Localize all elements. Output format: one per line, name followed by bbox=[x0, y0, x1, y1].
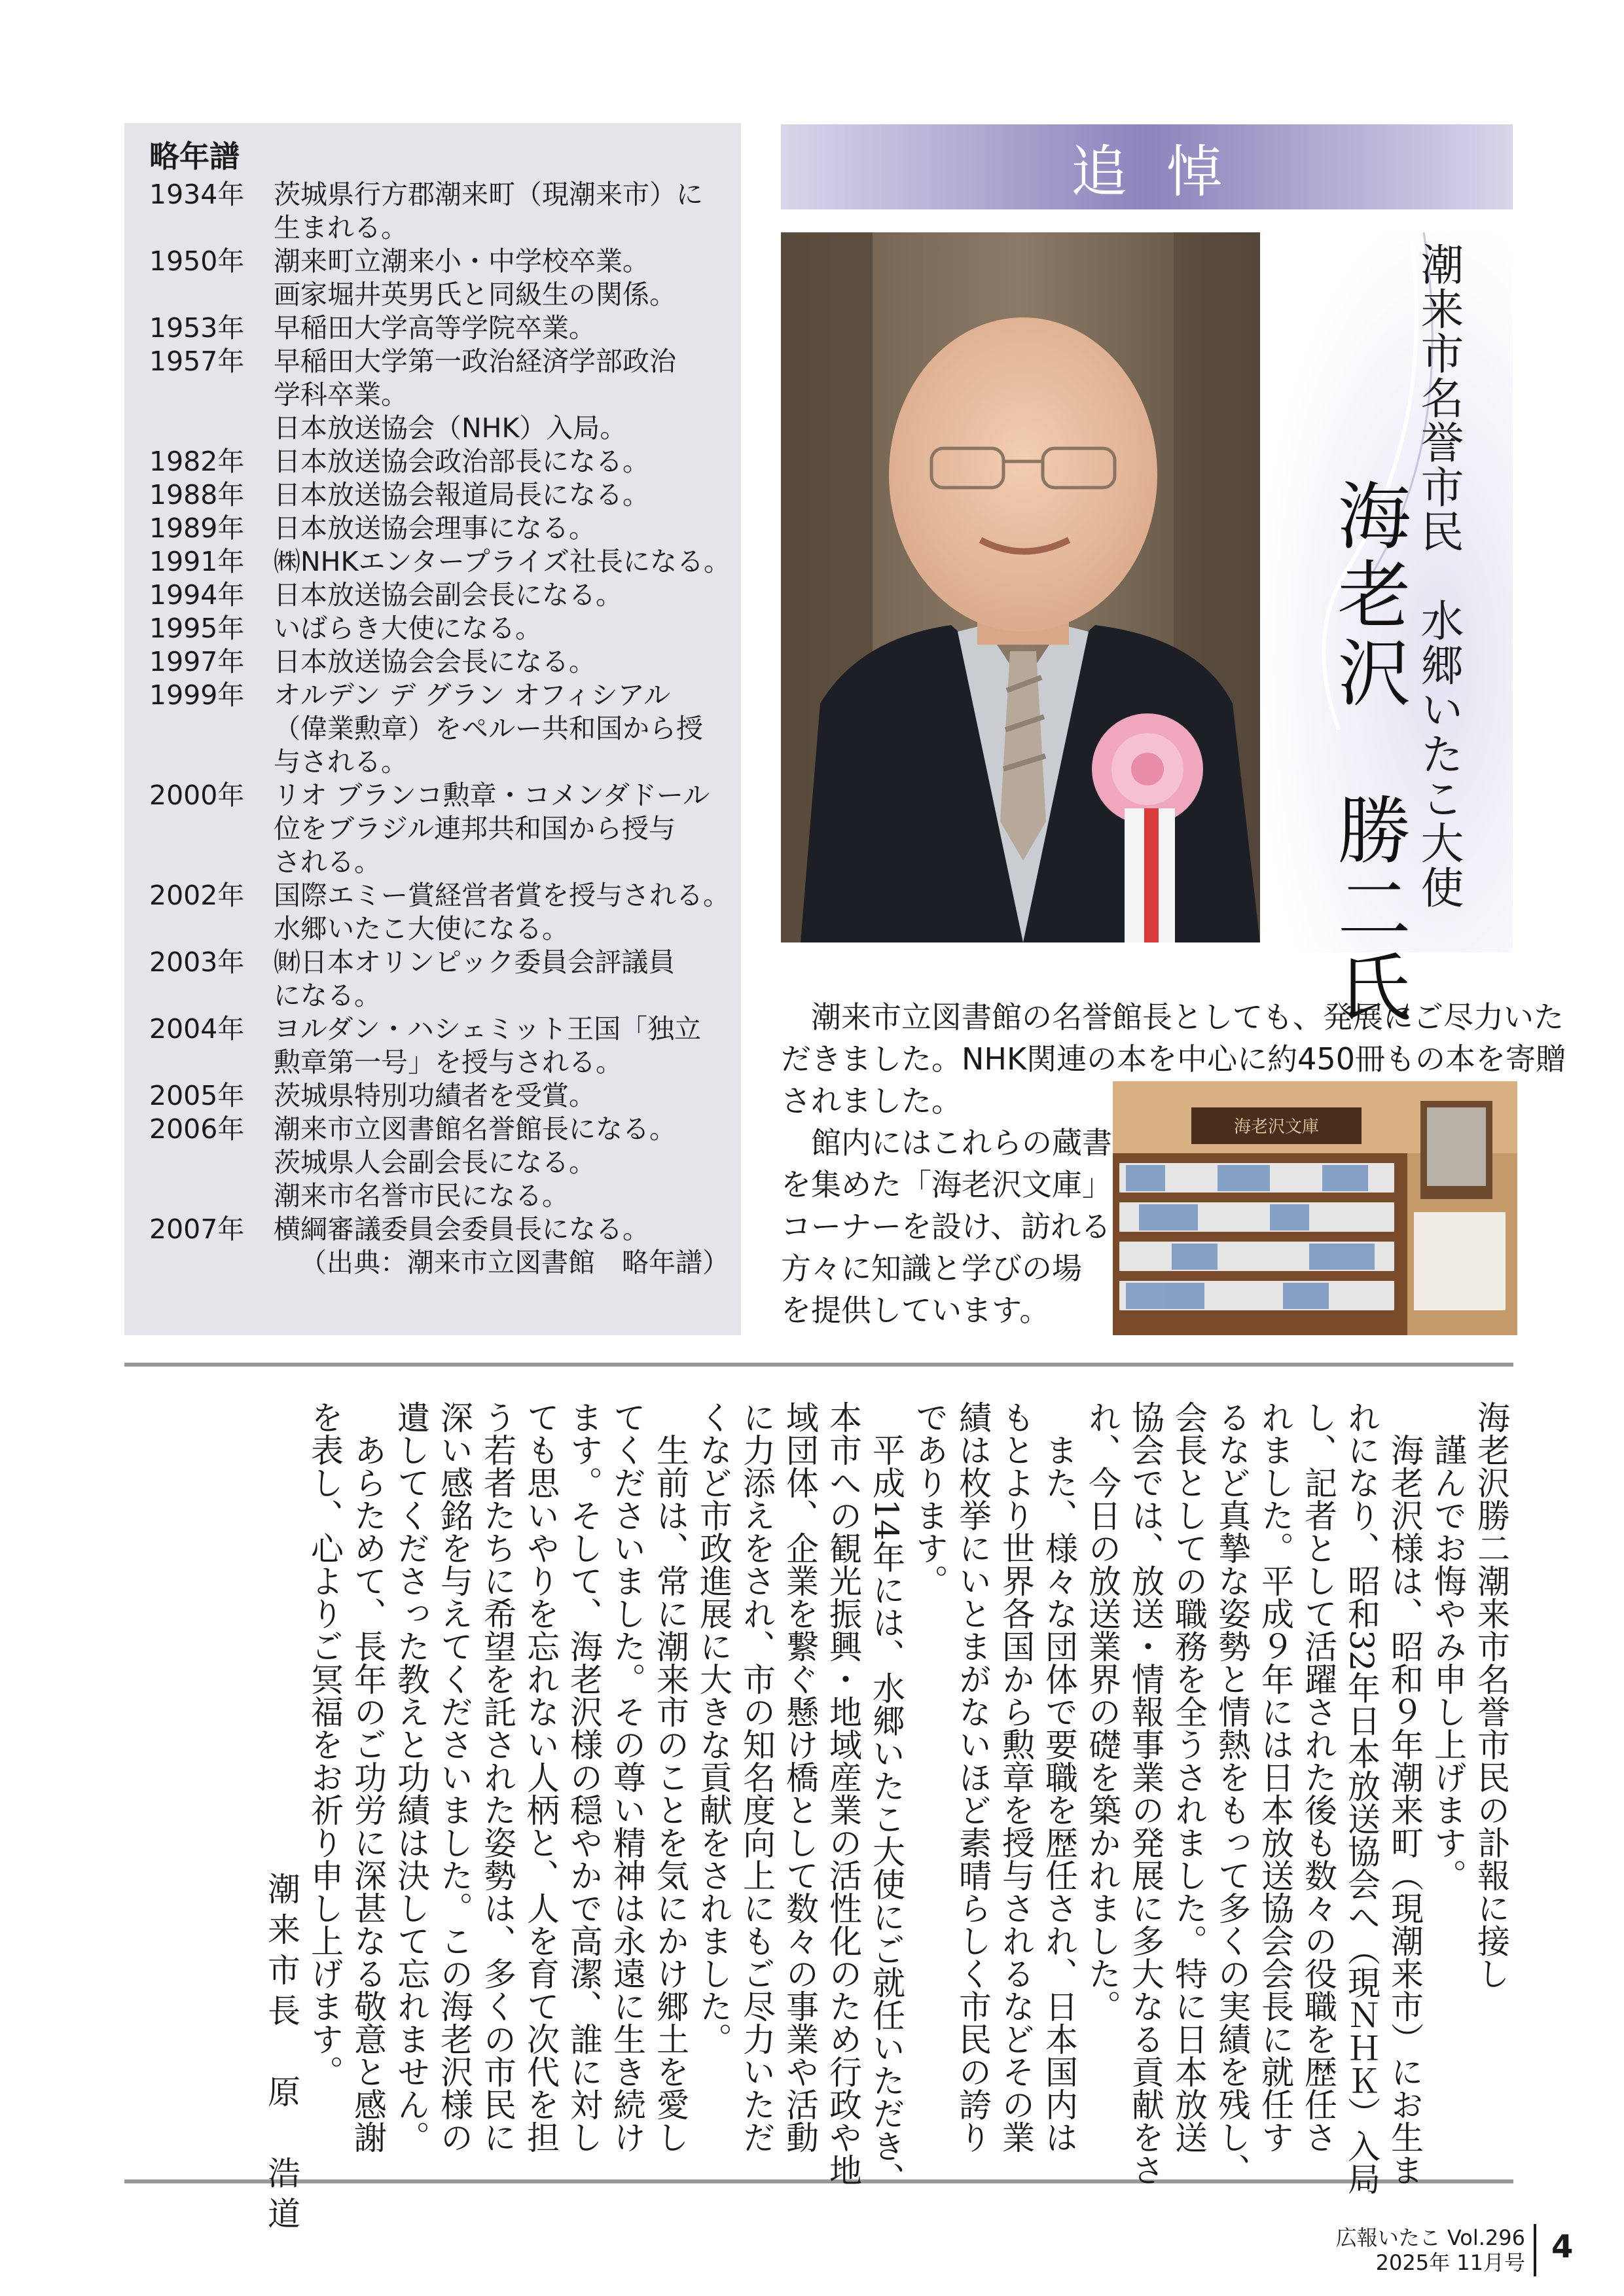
condolence-column: ます。そして、海老沢様の穏やかで高潔、誰に対し bbox=[565, 1401, 603, 2153]
chronology-event-line: 潮来市立図書館名誉館長になる。 bbox=[274, 1113, 676, 1145]
library-text-line: 館内にはこれらの蔵書 bbox=[811, 1125, 1112, 1160]
memorial-header-band bbox=[781, 124, 1513, 209]
condolence-column: 海老沢様は、昭和９年潮来町（現潮来市）にお生ま bbox=[1386, 1401, 1424, 2186]
condolence-column: 協会では、放送・情報事業の発展に多大なる貢献をさ bbox=[1127, 1401, 1164, 2186]
chronology-event-line: 日本放送協会政治部長になる。 bbox=[274, 446, 649, 477]
chronology-event-line: 国際エミー賞経営者賞を授与される。 bbox=[274, 880, 730, 911]
condolence-heading: 謹んでお悔やみ申し上げます。 bbox=[1429, 1401, 1467, 1892]
page-number: 4 bbox=[1551, 2229, 1574, 2265]
condolence-column: 遺してくださった教えと功績は決して忘れません。 bbox=[392, 1401, 430, 2153]
chronology-entry bbox=[149, 178, 723, 245]
condolence-column: また、様々な団体で要職を歴任され、日本国内は bbox=[1040, 1401, 1078, 2153]
chronology-entry bbox=[149, 1113, 723, 1213]
library-text-line: 潮来市立図書館の名誉館長としても、発展にご尽力いた bbox=[811, 999, 1564, 1035]
condolence-column: れ、今日の放送業界の礎を築かれました。 bbox=[1083, 1401, 1121, 2022]
chronology-entry bbox=[149, 312, 723, 345]
mayor-signature: 潮来市長 原 浩道 bbox=[262, 1872, 300, 2237]
chronology-entry bbox=[149, 1213, 723, 1246]
chronology-event-line: 勲章第一号」を授与される。 bbox=[274, 1047, 623, 1078]
chronology-event-line: いばらき大使になる。 bbox=[274, 613, 542, 644]
chronology-event-line: 茨城県特別功績者を受賞。 bbox=[274, 1080, 596, 1111]
chronology-entry bbox=[149, 345, 723, 445]
chronology-year: 2005年 bbox=[149, 1080, 245, 1111]
condolence-column: 績は枚挙にいとまがないほど素晴らしく市民の誇り bbox=[954, 1401, 992, 2153]
chronology-entry bbox=[149, 645, 723, 679]
chronology-event bbox=[274, 478, 723, 512]
condolence-column: てくださいました。その尊い精神は永遠に生き続け bbox=[608, 1401, 646, 2153]
library-text-line: だきました。NHK関連の本を中心に約450冊もの本を寄贈 bbox=[781, 1041, 1566, 1077]
chronology-year: 1999年 bbox=[149, 679, 245, 711]
chronology-year: 1934年 bbox=[149, 179, 245, 210]
chronology-event-line: 茨城県行方郡潮来町（現潮来市）に bbox=[274, 179, 703, 210]
condolence-column: るなど真摯な姿勢と情熱をもって多くの実績を残し、 bbox=[1213, 1401, 1251, 2186]
condolence-column: れになり、昭和32年日本放送協会へ（現ＮＨＫ）入局 bbox=[1343, 1401, 1380, 2195]
chronology-entry bbox=[149, 445, 723, 478]
chronology-event bbox=[274, 1113, 723, 1213]
chronology-event bbox=[274, 512, 723, 545]
chronology-entry bbox=[149, 478, 723, 512]
chronology-event bbox=[274, 245, 723, 312]
chronology-event bbox=[274, 312, 723, 345]
section-divider-top bbox=[124, 1363, 1513, 1367]
chronology-entry bbox=[149, 946, 723, 1013]
chronology-entry bbox=[149, 512, 723, 545]
chronology-entry bbox=[149, 779, 723, 879]
chronology-event bbox=[274, 345, 723, 445]
chronology-event bbox=[274, 1213, 723, 1246]
chronology-event bbox=[274, 1079, 723, 1113]
chronology-event-line: 与される。 bbox=[274, 746, 408, 778]
condolence-column: であります。 bbox=[911, 1401, 948, 1597]
chronology-event bbox=[274, 879, 730, 946]
library-text-line: コーナーを設け、訪れる bbox=[781, 1209, 1111, 1244]
chronology-entry bbox=[149, 1079, 723, 1113]
chronology-year: 1989年 bbox=[149, 512, 245, 544]
chronology-entry bbox=[149, 612, 723, 645]
condolence-column: もとより世界各国から勲章を授与されるなどその業 bbox=[997, 1401, 1035, 2153]
chronology-event-line: ㈱NHKエンタープライズ社長になる。 bbox=[274, 546, 731, 577]
chronology-entry bbox=[149, 1013, 723, 1079]
memorial-header-title: 追悼 bbox=[1071, 139, 1262, 205]
chronology-year: 2004年 bbox=[149, 1013, 245, 1045]
chronology-event-line: 日本放送協会会長になる。 bbox=[274, 646, 596, 677]
chronology-event-line: 日本放送協会（NHK）入局。 bbox=[274, 412, 627, 444]
chronology-event-line: 生まれる。 bbox=[274, 212, 408, 243]
condolence-column: 深い感銘を与えてくださいました。この海老沢様の bbox=[435, 1401, 473, 2153]
chronology-year: 2000年 bbox=[149, 780, 245, 811]
library-text-line: されました。 bbox=[781, 1083, 962, 1119]
condolence-column: う若者たちに希望を託された姿勢は、多くの市民に bbox=[478, 1401, 516, 2153]
condolence-column: 域団体、企業を繋ぐ懸け橋として数々の事業や活動 bbox=[781, 1401, 819, 2153]
chronology-year: 2002年 bbox=[149, 880, 245, 911]
library-text-line: 方々に知識と学びの場 bbox=[781, 1251, 1082, 1286]
deceased-name: 海老沢 勝二氏 bbox=[1326, 478, 1411, 1028]
issue-volume: 広報いたこ Vol.296 bbox=[1335, 2225, 1525, 2250]
chronology-event-line: （偉業勲章）をペルー共和国から授 bbox=[274, 713, 703, 744]
chronology-event bbox=[274, 679, 723, 779]
chronology-year: 1953年 bbox=[149, 312, 245, 344]
condolence-column: 平成14年には、水郷いたこ大使にご就任いただき、 bbox=[867, 1401, 905, 2195]
chronology-year: 1950年 bbox=[149, 245, 245, 277]
chronology-year: 2006年 bbox=[149, 1113, 245, 1145]
chronology-event-line: 潮来市名誉市民になる。 bbox=[274, 1180, 569, 1211]
chronology-entry bbox=[149, 245, 723, 312]
condolence-heading: 海老沢勝二潮来市名誉市民の訃報に接し bbox=[1472, 1401, 1510, 1990]
footer-divider bbox=[1534, 2224, 1536, 2276]
chronology-year: 1994年 bbox=[149, 579, 245, 611]
chronology-year: 1991年 bbox=[149, 546, 245, 577]
chronology-event-line: 日本放送協会理事になる。 bbox=[274, 512, 596, 544]
chronology-year: 1997年 bbox=[149, 646, 245, 677]
issue-date: 2025年 11月号 bbox=[1375, 2250, 1525, 2275]
chronology-event-line: 潮来町立潮来小・中学校卒業。 bbox=[274, 245, 649, 277]
condolence-column: 会長としての職務を全うされました。特に日本放送 bbox=[1170, 1401, 1208, 2153]
chronology-year: 1995年 bbox=[149, 613, 245, 644]
chronology-event-line: 横綱審議委員会委員長になる。 bbox=[274, 1213, 649, 1245]
chronology-event bbox=[274, 178, 723, 245]
condolence-column: に力添えをされ、市の知名度向上にもご尽力いただ bbox=[738, 1401, 776, 2153]
chronology-event-line: 早稲田大学第一政治経済学部政治 bbox=[274, 346, 676, 377]
chronology-event-line: 茨城県人会副会長になる。 bbox=[274, 1147, 596, 1178]
chronology-event-line: 水郷いたこ大使になる。 bbox=[274, 913, 569, 944]
chronology-event bbox=[274, 545, 731, 579]
chronology-list bbox=[149, 178, 731, 1246]
chronology-event-line: 学科卒業。 bbox=[274, 379, 408, 410]
chronology-year: 2007年 bbox=[149, 1213, 245, 1245]
chronology-event-line: 画家堀井英男氏と同級生の関係。 bbox=[274, 279, 676, 310]
chronology-event bbox=[274, 946, 723, 1013]
chronology-year: 1957年 bbox=[149, 346, 245, 377]
portrait-photo bbox=[781, 232, 1260, 942]
chronology-source: （出典：潮来市立図書館 略年譜） bbox=[300, 1247, 729, 1278]
chronology-event bbox=[274, 645, 723, 679]
condolence-column: を表し、心よりご冥福をお祈り申し上げます。 bbox=[306, 1401, 344, 2088]
chronology-entry bbox=[149, 879, 730, 946]
library-text-line: を集めた「海老沢文庫」 bbox=[781, 1167, 1112, 1202]
chronology-event-line: ㈶日本オリンピック委員会評議員 bbox=[274, 946, 676, 978]
condolence-column: あらためて、長年のご功労に深甚なる敬意と感謝 bbox=[349, 1401, 387, 2153]
issue-info bbox=[1263, 2225, 1525, 2275]
condolence-column: ても思いやりを忘れない人柄と、人を育て次代を担 bbox=[522, 1401, 560, 2153]
condolence-column: くなど市政進展に大きな貢献をされました。 bbox=[695, 1401, 732, 2055]
chronology-event bbox=[274, 579, 723, 612]
library-corner-photo bbox=[1113, 1081, 1517, 1335]
chronology-event-line: オルデン デ グラン オフィシアル bbox=[274, 679, 671, 711]
chronology-year: 1982年 bbox=[149, 446, 245, 477]
condolence-column: 本市への観光振興・地域産業の活性化のため行政や地 bbox=[824, 1401, 862, 2186]
condolence-column: し、記者として活躍された後も数々の役職を歴任さ bbox=[1299, 1401, 1337, 2153]
chronology-event-line: 日本放送協会報道局長になる。 bbox=[274, 479, 649, 511]
condolence-column: れました。平成９年には日本放送協会会長に就任す bbox=[1256, 1401, 1294, 2153]
shelf-sign-text: 海老沢文庫 bbox=[1233, 1117, 1320, 1137]
chronology-year: 2003年 bbox=[149, 946, 245, 978]
condolence-column: 生前は、常に潮来市のことを気にかけ郷土を愛し bbox=[651, 1401, 689, 2153]
chronology-box bbox=[124, 123, 741, 1335]
chronology-event bbox=[274, 1013, 723, 1079]
honorary-citizen-subtitle: 潮来市名誉市民 水郷いたこ大使 bbox=[1413, 242, 1464, 910]
chronology-event bbox=[274, 612, 723, 645]
chronology-entry bbox=[149, 679, 723, 779]
chronology-event-line: 日本放送協会副会長になる。 bbox=[274, 579, 623, 611]
chronology-event-line: になる。 bbox=[274, 980, 381, 1011]
chronology-event-line: ヨルダン・ハシェミット王国「独立 bbox=[274, 1013, 702, 1045]
condolence-message bbox=[138, 1401, 1513, 2237]
chronology-event-line: 位をブラジル連邦共和国から授与 bbox=[274, 813, 676, 844]
chronology-event-line: される。 bbox=[274, 846, 381, 878]
chronology-title: 略年譜 bbox=[149, 139, 240, 174]
chronology-entry bbox=[149, 545, 731, 579]
chronology-event-line: リオ ブランコ勲章・コメンダドール bbox=[274, 780, 710, 811]
chronology-entry bbox=[149, 579, 723, 612]
chronology-event bbox=[274, 779, 723, 879]
chronology-year: 1988年 bbox=[149, 479, 245, 511]
chronology-event-line: 早稲田大学高等学院卒業。 bbox=[274, 312, 596, 344]
chronology-event bbox=[274, 445, 723, 478]
library-text-line: を提供しています。 bbox=[781, 1293, 1050, 1328]
